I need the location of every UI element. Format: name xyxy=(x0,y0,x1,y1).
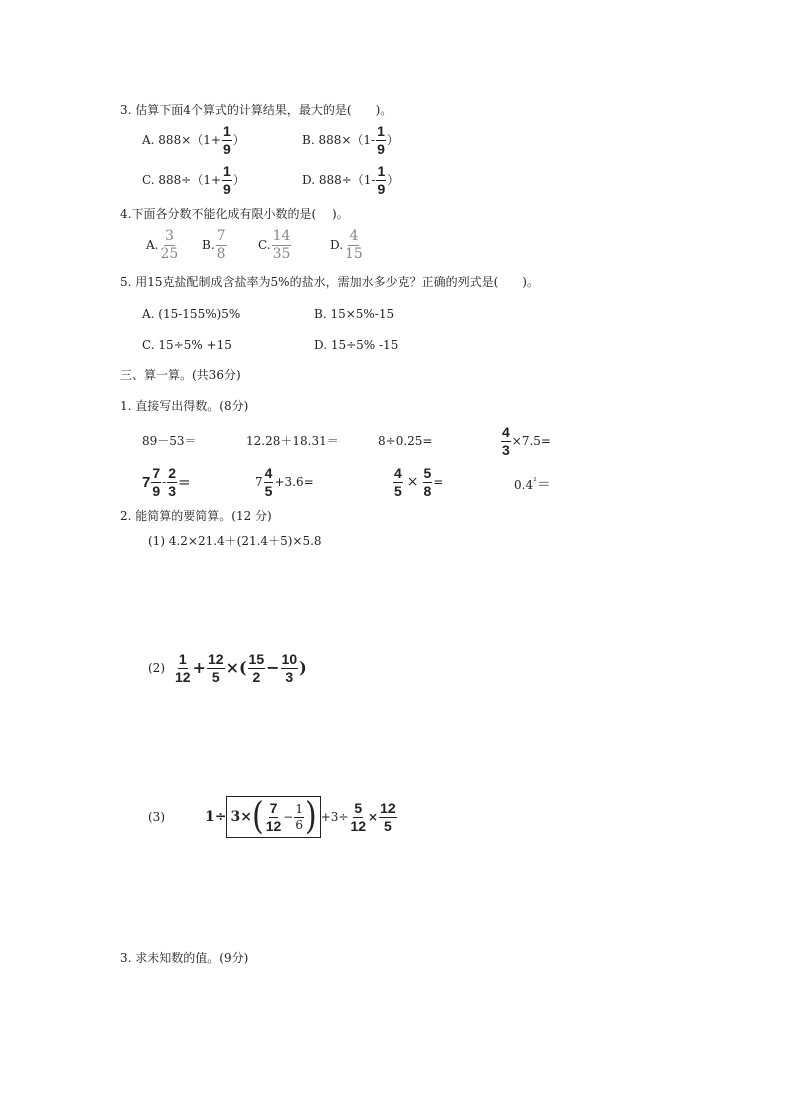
section-title: 三、算一算。(共36分) xyxy=(120,368,241,382)
mental-calc-4: $\frac{4}{3}$ ×7.5= xyxy=(502,424,551,458)
part1-title: 1. 直接写出得数。(8分) xyxy=(120,399,249,413)
q5-stem: 5. 用15克盐配制成含盐率为5%的盐水，需加水多少克？正确的列式是( )。 xyxy=(120,275,539,289)
q5-option-b: B. 15×5%-15 xyxy=(314,307,395,321)
square-bracket: 3× ( $\frac{7}{12}$ − $\frac{1}{6}$ ) xyxy=(226,796,320,838)
simplify-expr-2: (2) $\frac{1}{12}$ + $\frac{12}{5}$ ×( $\frac{15}{2}$ − $\frac{10}{3}$ ) xyxy=(148,651,307,685)
mental-calc-8: $0.4^{^2}=$ xyxy=(514,477,551,493)
q4-stem: 4.下面各分数不能化成有限小数的是( )。 xyxy=(120,207,349,221)
q3-option-a: A. 888×（1+ $\frac{1}{9}$ ） xyxy=(142,123,245,157)
part3-title: 3. 求未知数的值。(9分) xyxy=(120,951,249,965)
mental-calc-7: $\frac{4}{5}$ × $\frac{5}{8}$ = xyxy=(394,465,444,499)
mental-calc-2: 12.28＋18.31＝ xyxy=(246,434,339,448)
q3-stem: 3. 估算下面4个算式的计算结果，最大的是( )。 xyxy=(120,103,393,117)
simplify-expr-1: (1) 4.2×21.4＋(21.4＋5)×5.8 xyxy=(148,534,322,548)
q5-option-d: D. 15÷5% -15 xyxy=(314,338,399,352)
q3-option-d: D. 888÷（1- $\frac{1}{9}$ ） xyxy=(302,163,400,197)
part2-title: 2. 能简算的要简算。(12 分) xyxy=(120,509,272,523)
q3-option-c: C. 888÷（1+ $\frac{1}{9}$ ） xyxy=(142,163,245,197)
mental-calc-1: 89－53＝ xyxy=(142,434,197,448)
mental-calc-5: 7 $\frac{7}{9}$ - $\frac{2}{3}$ = xyxy=(142,465,191,499)
mental-calc-3: 8÷0.25= xyxy=(378,434,433,448)
q5-option-c: C. 15÷5% +15 xyxy=(142,338,232,352)
mental-calc-6: 7 $\frac{4}{5}$ +3.6= xyxy=(255,465,314,499)
q4-option-b: B. $\frac{7}{8}$ xyxy=(202,228,226,262)
q4-option-c: C. $\frac{14}{35}$ xyxy=(258,228,291,262)
q3-option-b: B. 888×（1- $\frac{1}{9}$ ） xyxy=(302,123,399,157)
simplify-expr-3: (3) 1÷ 3× ( $\frac{7}{12}$ − $\frac{1}{6}$ ) +3÷ $\frac{5}{12}$ × $\frac{12}{5}$ xyxy=(148,794,396,839)
q4-option-d: D. $\frac{4}{15}$ xyxy=(330,228,363,262)
q4-option-a: A. $\frac{3}{25}$ xyxy=(146,228,179,262)
q5-option-a: A. (15-155%)5% xyxy=(142,307,241,321)
